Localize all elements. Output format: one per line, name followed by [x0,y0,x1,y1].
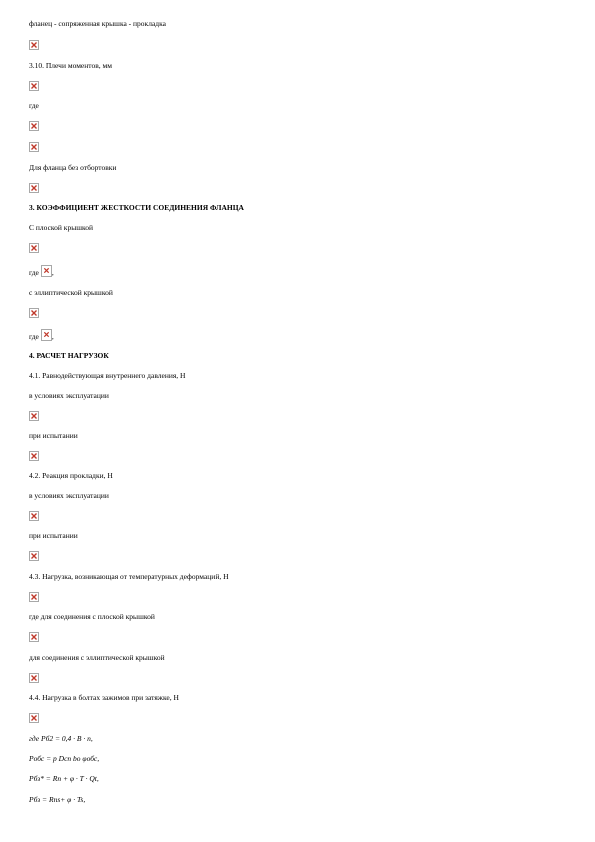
broken-image-icon [29,40,39,50]
broken-image-icon [29,411,39,421]
broken-image-icon [29,673,39,683]
broken-image-icon [29,81,39,91]
section-heading: 4.1. Равнодействующая внутреннего давления, Н [29,371,186,380]
text-line: где для соединения с плоской крышкой [29,612,155,621]
text-line: Для фланца без отбортовки [29,163,117,172]
formula-line: Pбз* = Rn + φ · T · Qt, [29,774,99,783]
broken-image-icon [29,451,39,461]
formula-line: Pобс = p Dcп bo φобс, [29,754,100,763]
section-heading: 4.2. Реакция прокладки, Н [29,471,113,480]
formula-line: где Рб2 = 0,4 · В · n, [29,734,93,743]
broken-image-icon [29,511,39,521]
broken-image-icon [41,265,52,277]
broken-image-icon [29,183,39,193]
text-line: в условиях эксплуатации [29,391,109,400]
text-line: при испытании [29,531,78,540]
text-fragment: где [29,268,39,277]
section-heading: 3. КОЭФФИЦИЕНТ ЖЕСТКОСТИ СОЕДИНЕНИЯ ФЛАНЦА [29,203,244,212]
broken-image-icon [29,713,39,723]
formula-line: Pбз = Rns+ φ · Ts, [29,795,86,804]
broken-image-icon [29,121,39,131]
broken-image-icon [29,142,39,152]
text-line: С плоской крышкой [29,223,94,232]
broken-image-icon [41,329,52,341]
text-line: в условиях эксплуатации [29,491,109,500]
broken-image-icon [29,243,39,253]
text-fragment: где [29,332,39,341]
broken-image-icon [29,632,39,642]
text-line: при испытании [29,431,78,440]
text-line-with-formula: где , [29,329,54,342]
section-heading: 4.3. Нагрузка, возникающая от температурных деформаций, Н [29,572,229,581]
broken-image-icon [29,551,39,561]
text-line: для соединения с эллиптической крышкой [29,653,165,662]
section-heading: 3.10. Плечи моментов, мм [29,61,112,70]
section-heading: 4.4. Нагрузка в болтах зажимов при затяжке, Н [29,693,179,702]
text-line: фланец - сопряженная крышка - прокладка [29,19,166,28]
broken-image-icon [29,592,39,602]
text-line: с эллиптической крышкой [29,288,113,297]
text-line: где [29,101,39,110]
broken-image-icon [29,308,39,318]
text-line-with-formula: где , [29,265,54,278]
section-heading: 4. РАСЧЕТ НАГРУЗОК [29,351,109,360]
